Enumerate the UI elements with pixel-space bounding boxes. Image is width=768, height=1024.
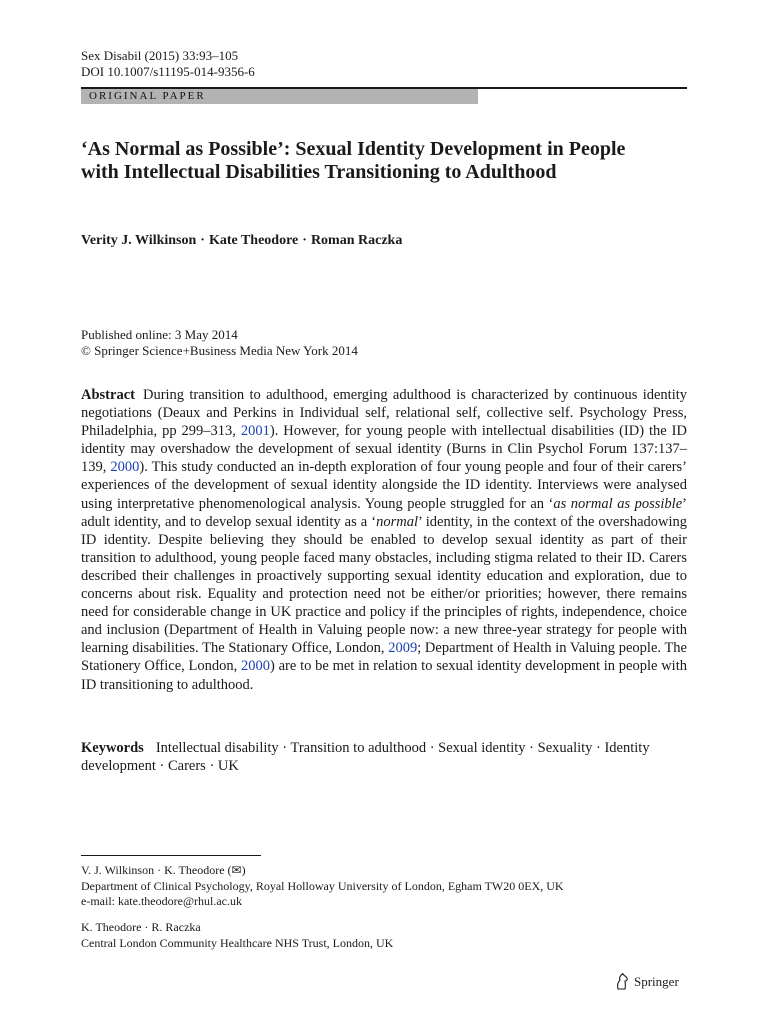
- abstract-emphasis: as normal as possible: [553, 495, 683, 512]
- citation-link[interactable]: 2000: [241, 658, 271, 675]
- author-name[interactable]: Kate Theodore: [208, 233, 299, 248]
- abstract-text: ’ identity, in the context of the overshadowing ID identity. Despite believing they should be enabled to develop sexual identity as part of their transition to adulthood, young people faced many obstacles, including stigma related to their ID. Carers described their challenges in proactively supporting sexual identity education and exploration, due to concerns about risk. Equality and protection need not be either/or priorities; however, there remains need for considerable change in UK practice and policy if the principles of rights, independence, choice and inclusion (Department of Health in Valuing people now: a new three-year strategy for people with learning disabilities. The Stationary Office, London,: [81, 513, 688, 657]
- abstract: [81, 386, 687, 694]
- abstract-text: ). This study conducted an in-depth exploration of four young people and four of their carers’ experiences of the development of sexual identity alongside the ID identity. Interviews were analysed using interpretative phenomenological analysis. Young people struggled for an ‘: [81, 459, 688, 512]
- abstract-text: ) are to be met in relation to sexual identity development in people with ID transitioning to adulthood.: [81, 658, 687, 693]
- keywords-label: Keywords: [81, 740, 144, 756]
- publication-info: [81, 327, 358, 359]
- author-separator: ·: [200, 233, 205, 248]
- journal-header: [81, 48, 255, 80]
- affiliation: [81, 920, 393, 951]
- citation-link[interactable]: 2000: [110, 459, 140, 476]
- doi[interactable]: DOI 10.1007/s11195-014-9356-6: [81, 64, 255, 79]
- affiliation-names: V. J. Wilkinson · K. Theodore (✉): [81, 863, 246, 877]
- author-name[interactable]: Roman Raczka: [310, 233, 403, 248]
- keywords-text: Intellectual disability · Transition to adulthood · Sexual identity · Sexuality · Identity development · Carers · UK: [81, 740, 650, 775]
- affiliation-email[interactable]: e-mail: kate.theodore@rhul.ac.uk: [81, 894, 242, 908]
- publisher-name: Springer: [634, 973, 679, 989]
- affiliation-names: K. Theodore · R. Raczka: [81, 920, 201, 934]
- citation-link[interactable]: 2001: [240, 423, 270, 440]
- journal-citation: Sex Disabil (2015) 33:93–105: [81, 48, 239, 63]
- section-label: ORIGINAL PAPER: [81, 89, 478, 104]
- citation-link[interactable]: 2009: [388, 640, 418, 657]
- abstract-text: During transition to adulthood, emerging adulthood is characterized by continuous identity negotiations (Deaux and Perkins in Individual self, relational self, collective self. Psychology Press, Philadelphia, pp 299–313,: [81, 387, 687, 440]
- affiliation-dept: Central London Community Healthcare NHS Trust, London, UK: [81, 935, 394, 950]
- copyright: © Springer Science+Business Media New York 2014: [81, 343, 358, 358]
- published-date: Published online: 3 May 2014: [81, 327, 238, 342]
- author-name[interactable]: Verity J. Wilkinson: [81, 233, 197, 248]
- author-list: [81, 233, 402, 249]
- publisher-logo: [614, 973, 679, 990]
- abstract-emphasis: normal: [376, 513, 418, 530]
- article-title: ‘As Normal as Possible’: Sexual Identity Development in People with Intellectual Disabilities Transitioning to Adulthood: [81, 138, 626, 183]
- abstract-label: Abstract: [81, 387, 135, 403]
- abstract-text: ’ adult identity, and to develop sexual identity as a ‘: [81, 495, 687, 530]
- springer-horse-icon: [614, 973, 630, 990]
- abstract-text: ). However, for young people with intellectual disabilities (ID) the ID identity may overshadow the development of sexual identity (Burns in Clin Psychol Forum 137:137–139,: [81, 423, 687, 476]
- affiliation-dept: Department of Clinical Psychology, Royal Holloway University of London, Egham TW20 0EX, UK: [81, 878, 564, 893]
- keywords: [81, 739, 687, 775]
- author-separator: ·: [302, 233, 307, 248]
- footnote-rule: [81, 855, 261, 856]
- abstract-text: ; Department of Health in Valuing people. The Stationery Office, London,: [81, 640, 687, 675]
- affiliation: [81, 863, 564, 910]
